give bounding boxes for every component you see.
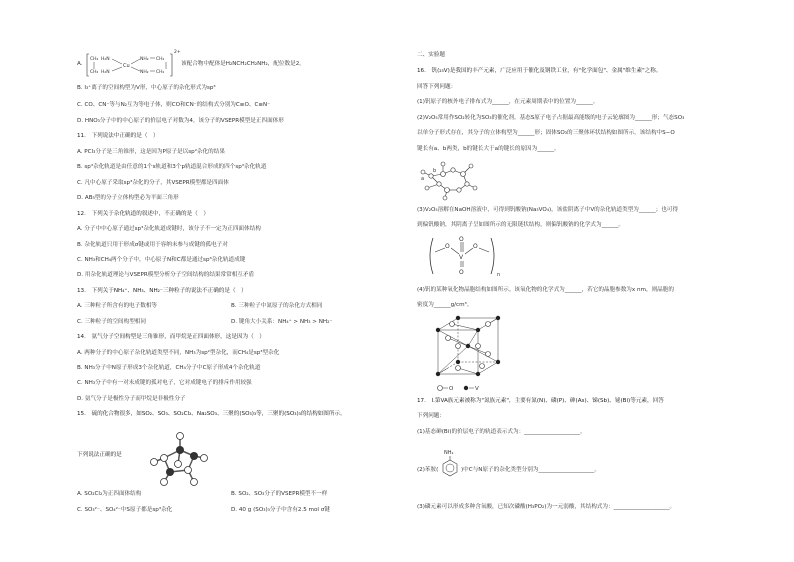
q13-option-c: C. 三种粒子的空间构型相同 (77, 319, 146, 325)
complex-ch2-top-left: CH₂ (90, 57, 99, 62)
q14-option-d: D. 氨气分子是极性分子而甲烷是非极性分子 (77, 396, 186, 402)
q15-question: 下列说法正确的是 (77, 452, 122, 458)
aniline-nh2: NH₂ (444, 450, 454, 456)
q12-option-d: D. 用杂化轨道理论与VSEPR模型分析分子空间结构的结果常常相互矛盾 (77, 272, 255, 278)
q10-option-a-text: 该配合物中配体是H₂NCH₂CH₂NH₂，配位数是2。 (181, 61, 305, 67)
q10-option-a-label: A. (77, 61, 83, 67)
q17-part2-suffix: )中C与N原子的杂化类型分别为____________________。 (461, 467, 600, 473)
legend-o-label: O (449, 386, 454, 392)
complex-nh2-bottom: NH₂ (140, 70, 149, 75)
q11-option-d: D. AB₃型的分子立体构型必为平面三角形 (77, 195, 179, 201)
q14-option-a: A. 两种分子的中心原子杂化轨道类型不同，NH₃为sp²型杂化，而CH₄是sp³型杂化 (77, 350, 280, 356)
q16-part2-line2: 以单分子形式存在，其分子的立体构型为______形；固体SO₃的三聚体环状结构如图所示，该结构中S−O (417, 130, 675, 136)
q15-option-b: B. SO₂、SO₃分子的VSEPR模型不一样 (231, 491, 328, 497)
chain-o-top: O (459, 236, 464, 243)
section-heading: 二、实验题 (417, 52, 445, 58)
vanadium-oxide-unit-cell (432, 312, 504, 394)
chain-o-right: O (473, 243, 478, 250)
q12-option-b: B. 杂化轨道只用于形成σ键或用于容纳未参与成键的孤电子对 (77, 242, 228, 248)
q16-part3-line1: (3)V₂O₅溶解在NaOH溶液中，可得到钒酸钠(Na₃VO₄)，该盐阴离子中V的杂化轨道类型为______；也可得 (417, 207, 679, 213)
q11-option-a: A. PCl₃分子是三角锥形，这是因为P原子是以sp²杂化的结果 (77, 149, 225, 155)
complex-ch2-bottom-right: CH₂ (156, 70, 165, 75)
q17-stem-line2: 下列问题： (417, 413, 445, 419)
complex-h2n-top: H₂N (101, 57, 110, 62)
q11-stem: 11. 下列说法中正确的是（ ） (77, 133, 159, 139)
chain-o-left: O (445, 243, 450, 250)
q10-option-b: B. I₃⁺离子的空间构型为V形，中心原子的杂化形式为sp³ (77, 85, 216, 91)
q10-option-d: D. HNO₃分子中的中心原子的价层电子对数为4，该分子的VSEPR模型是正四面体形 (77, 118, 284, 124)
q16-part4-line2: 密度为______g/cm³。 (417, 302, 473, 308)
metavanadate-chain-structure (427, 234, 505, 278)
complex-nh2-top: NH₂ (140, 57, 149, 62)
legend-v-label: V (475, 386, 479, 392)
q14-stem: 14. 氨气分子空间构型是三角锥形，而甲烷是正四面体形，这是因为（ ） (77, 334, 265, 340)
q16-stem-line2: 回答下列问题： (417, 84, 457, 90)
q16-part3-line2: 到偏钒酸钠，其阴离子呈如图所示的无限链状结构，则偏钒酸钠的化学式为______。 (417, 222, 624, 228)
q14-option-b: B. NH₃分子中N原子形成3个杂化轨道，CH₄分子中C原子形成4个杂化轨道 (77, 365, 261, 371)
q17-stem-line1: 17. Ⅰ.第VA族元素被称为"氮族元素"，主要有氮(N)、磷(P)、砷(As)、锑(Sb)、铋(Bi)等元素，回答 (417, 398, 664, 404)
q15-option-d: D. 40 g (SO₃)₃分子中含有2.5 mol σ键 (231, 507, 330, 513)
q17-part2-prefix: (2)苯胺( (417, 467, 439, 473)
so3-trimer-molecule-model (150, 428, 210, 488)
complex-ch2-bottom-left: CH₂ (90, 70, 99, 75)
complex-center-cu: Cu (123, 63, 130, 69)
q14-option-c: C. NH₃分子中有一对未成键的孤对电子，它对成键电子的排斥作用较强 (77, 380, 252, 386)
q17-part3: (3)磷元素可以形成多种含氧酸，已知次磷酸(H₃PO₂)为一元弱酸，其结构式为：____________________。 (417, 504, 676, 510)
copper-complex-structure (86, 52, 174, 78)
q16-part2-line3: 键长有a、b两类，b的键长大于a的键长的原因为______。 (417, 146, 560, 152)
q16-part2-line1: (2)V₂O₅常用作SO₂转化为SO₃的催化剂。基态S原子电子占据最高能级的电子云轮廓图为______形；气态SO₃ (417, 115, 685, 121)
q13-option-d: D. 键角大小关系：NH₄⁺ > NH₃ > NH₂⁻ (231, 319, 333, 325)
so3-trimer-ring-structure (417, 160, 479, 202)
q13-stem: 13. 下列关于NH₄⁺、NH₃、NH₂⁻三种粒子的说法不正确的是（ ） (77, 288, 247, 294)
q15-stem: 15. 硫的化合物很多，如SO₂、SO₃、SO₂Cl₂、Na₂SO₃、三聚的(SO₃)₃等，三聚的(SO₃)₃的结构如图所示。 (77, 411, 346, 417)
q16-stem-line1: 16. 钒(₂₃V)是我国的丰产元素，广泛应用于催化及钢铁工业，有"化学面包"、金属"维生素"之称。 (417, 68, 662, 74)
complex-ch2-top-right: CH₂ (156, 57, 165, 62)
chain-o-bottom: O (459, 269, 464, 276)
q13-option-b: B. 三种粒子中氮原子的杂化方式相同 (231, 303, 323, 309)
q15-option-a: A. SO₂Cl₂为正四面体结构 (77, 491, 142, 497)
q16-part1: (1)钒原子的核外电子排布式为______，在元素周期表中的位置为______。 (417, 99, 599, 105)
q11-option-b: B. sp³杂化轨道是由任意的1个s轨道和3个p轨道混合形成的四个sp³杂化轨道 (77, 164, 267, 170)
q12-option-a: A. 分子中中心原子通过sp³杂化轨道成键时，该分子不一定为正四面体结构 (77, 226, 261, 232)
ring-label-a: a (421, 176, 425, 182)
legend-o-marker (438, 386, 443, 391)
q12-stem: 12. 下列关于杂化轨道的叙述中，不正确的是（ ） (77, 211, 209, 217)
legend-v-marker (464, 386, 468, 390)
ring-label-b: b (433, 168, 437, 174)
q12-option-c: C. NH₃和CH₄两个分子中，中心原子N和C都是通过sp³杂化轨道成键 (77, 257, 246, 263)
q11-option-c: C. 凡中心原子采取sp³杂化的分子，其VSEPR模型都是四面体 (77, 180, 229, 186)
complex-charge: 2+ (174, 50, 181, 55)
chain-v: V (459, 254, 464, 261)
q15-option-c: C. SO₃²⁻、SO₄²⁻中S原子都是sp³杂化 (77, 507, 173, 513)
q13-option-a: A. 三种粒子所含有的电子数相等 (77, 303, 158, 309)
chain-n: n (497, 272, 501, 278)
q16-part4-line1: (4)钒的某种氧化物晶胞结构如图所示。该氧化物的化学式为______，若它的晶胞参数为x nm，则晶胞的 (417, 287, 674, 293)
q10-option-c: C. CO、CN⁻等与N₂互为等电子体，则CO和CN⁻的结构式分别为C≡O、C≡N⁻ (77, 102, 271, 108)
complex-h2n-bottom: H₂N (101, 70, 110, 75)
right-column (400, 0, 794, 562)
q17-part1: (1)基态砷(Bi)的价层电子的轨道表示式为：____________________。 (417, 429, 586, 435)
aniline-structure (439, 448, 461, 478)
